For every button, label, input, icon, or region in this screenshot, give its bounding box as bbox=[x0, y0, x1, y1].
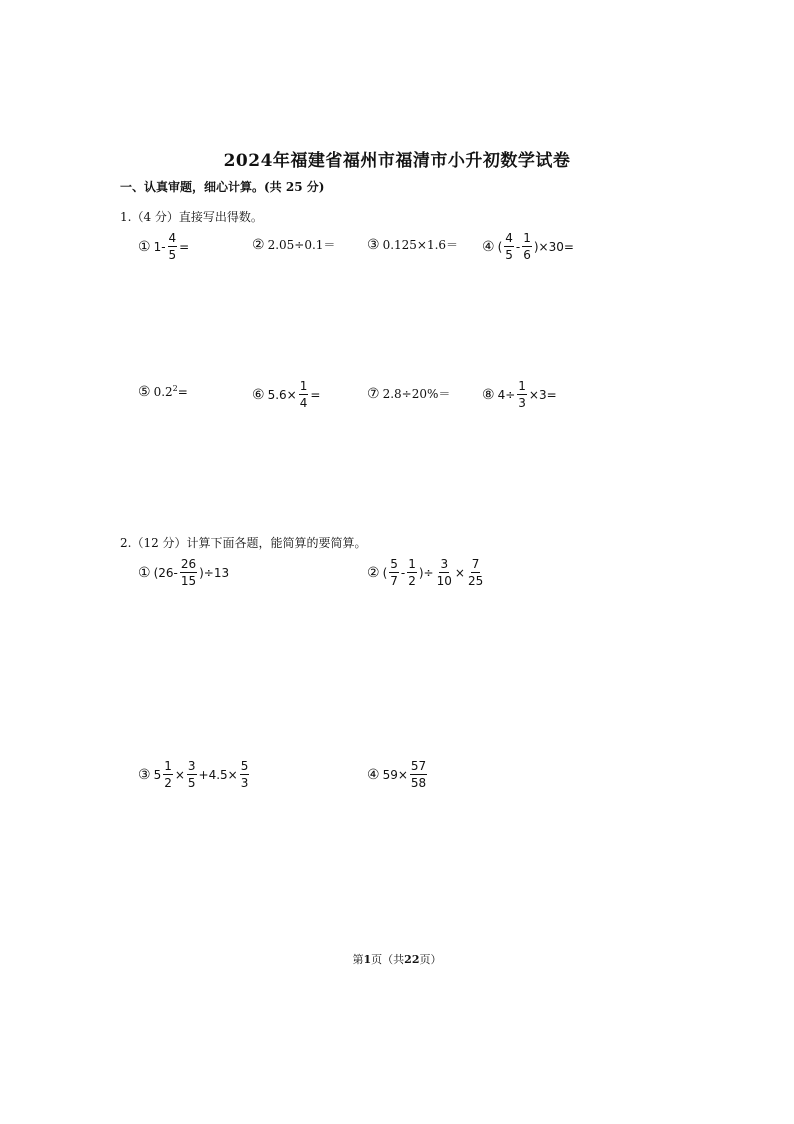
fraction: $\frac{1}{2}$ bbox=[164, 759, 172, 790]
fraction: $\frac{1}{4}$ bbox=[299, 379, 308, 410]
q1-item-8: ⑧ 4÷ $\frac{1}{3}$ ×3= bbox=[482, 379, 557, 410]
item-number: ⑦ bbox=[367, 385, 380, 402]
item-number: ② bbox=[252, 236, 265, 253]
q1-item-3: ③ 0.125×1.6＝ bbox=[367, 236, 459, 253]
item-number: ④ bbox=[482, 238, 495, 255]
q1-item-5: ⑤ 0.2 $^2$ = bbox=[138, 384, 188, 400]
fraction: $\frac{57}{58}$ bbox=[410, 759, 427, 790]
item-number: ④ bbox=[367, 766, 380, 783]
fraction: $\frac{5}{7}$ bbox=[390, 557, 398, 588]
item-number: ① bbox=[138, 238, 151, 255]
fraction: $\frac{1}{2}$ bbox=[408, 557, 416, 588]
item-number: ⑥ bbox=[252, 386, 265, 403]
q1-item-6: ⑥ 5.6× $\frac{1}{4}$ = bbox=[252, 379, 321, 410]
q2-item-3: ③ 5 $\frac{1}{2}$ × $\frac{3}{5}$ +4.5× $\frac{5}{3}$ bbox=[138, 759, 249, 790]
fraction: $\frac{5}{3}$ bbox=[240, 759, 249, 790]
item-number: ⑤ bbox=[138, 384, 151, 400]
fraction: $\frac{1}{3}$ bbox=[518, 379, 526, 410]
fraction: $\frac{1}{6}$ bbox=[523, 231, 531, 262]
item-number: ⑧ bbox=[482, 386, 495, 403]
section-heading: 一、认真审题，细心计算。(共 25 分) bbox=[120, 180, 325, 194]
page-title: 2024年福建省福州市福清市小升初数学试卷 bbox=[223, 151, 571, 171]
fraction: $\frac{3}{5}$ bbox=[187, 759, 196, 790]
q1-item-1: ① 1- $\frac{4}{5}$ = bbox=[138, 231, 190, 262]
fraction: $\frac{26}{15}$ bbox=[180, 557, 197, 588]
page-total: 22 bbox=[404, 953, 420, 966]
item-number: ③ bbox=[138, 766, 151, 783]
q2-item-1: ① (26- $\frac{26}{15}$ )÷13 bbox=[138, 557, 230, 588]
item-number: ① bbox=[138, 564, 151, 581]
page-footer: 第1页（共22页） bbox=[352, 953, 442, 966]
page-number: 1 bbox=[363, 953, 372, 966]
q1-item-2: ② 2.05÷0.1＝ bbox=[252, 236, 336, 253]
question-1-header: 1.（4 分）直接写出得数。 bbox=[120, 210, 263, 224]
q2-item-2: ② ( $\frac{5}{7}$ - $\frac{1}{2}$ )÷ $\frac{3}{10}$ × $\frac{7}{25}$ bbox=[367, 557, 484, 588]
q1-item-7: ⑦ 2.8÷20%＝ bbox=[367, 385, 451, 402]
question-2-header: 2.（12 分）计算下面各题，能简算的要简算。 bbox=[120, 536, 367, 550]
fraction: $\frac{7}{25}$ bbox=[467, 557, 484, 588]
q1-item-4: ④ ( $\frac{4}{5}$ - $\frac{1}{6}$ )×30= bbox=[482, 231, 574, 262]
item-number: ② bbox=[367, 564, 380, 581]
fraction: $\frac{4}{5}$ bbox=[168, 231, 177, 262]
item-number: ③ bbox=[367, 236, 380, 253]
fraction: $\frac{3}{10}$ bbox=[436, 557, 452, 588]
q2-item-4: ④ 59× $\frac{57}{58}$ bbox=[367, 759, 427, 790]
fraction: $\frac{4}{5}$ bbox=[505, 231, 513, 262]
